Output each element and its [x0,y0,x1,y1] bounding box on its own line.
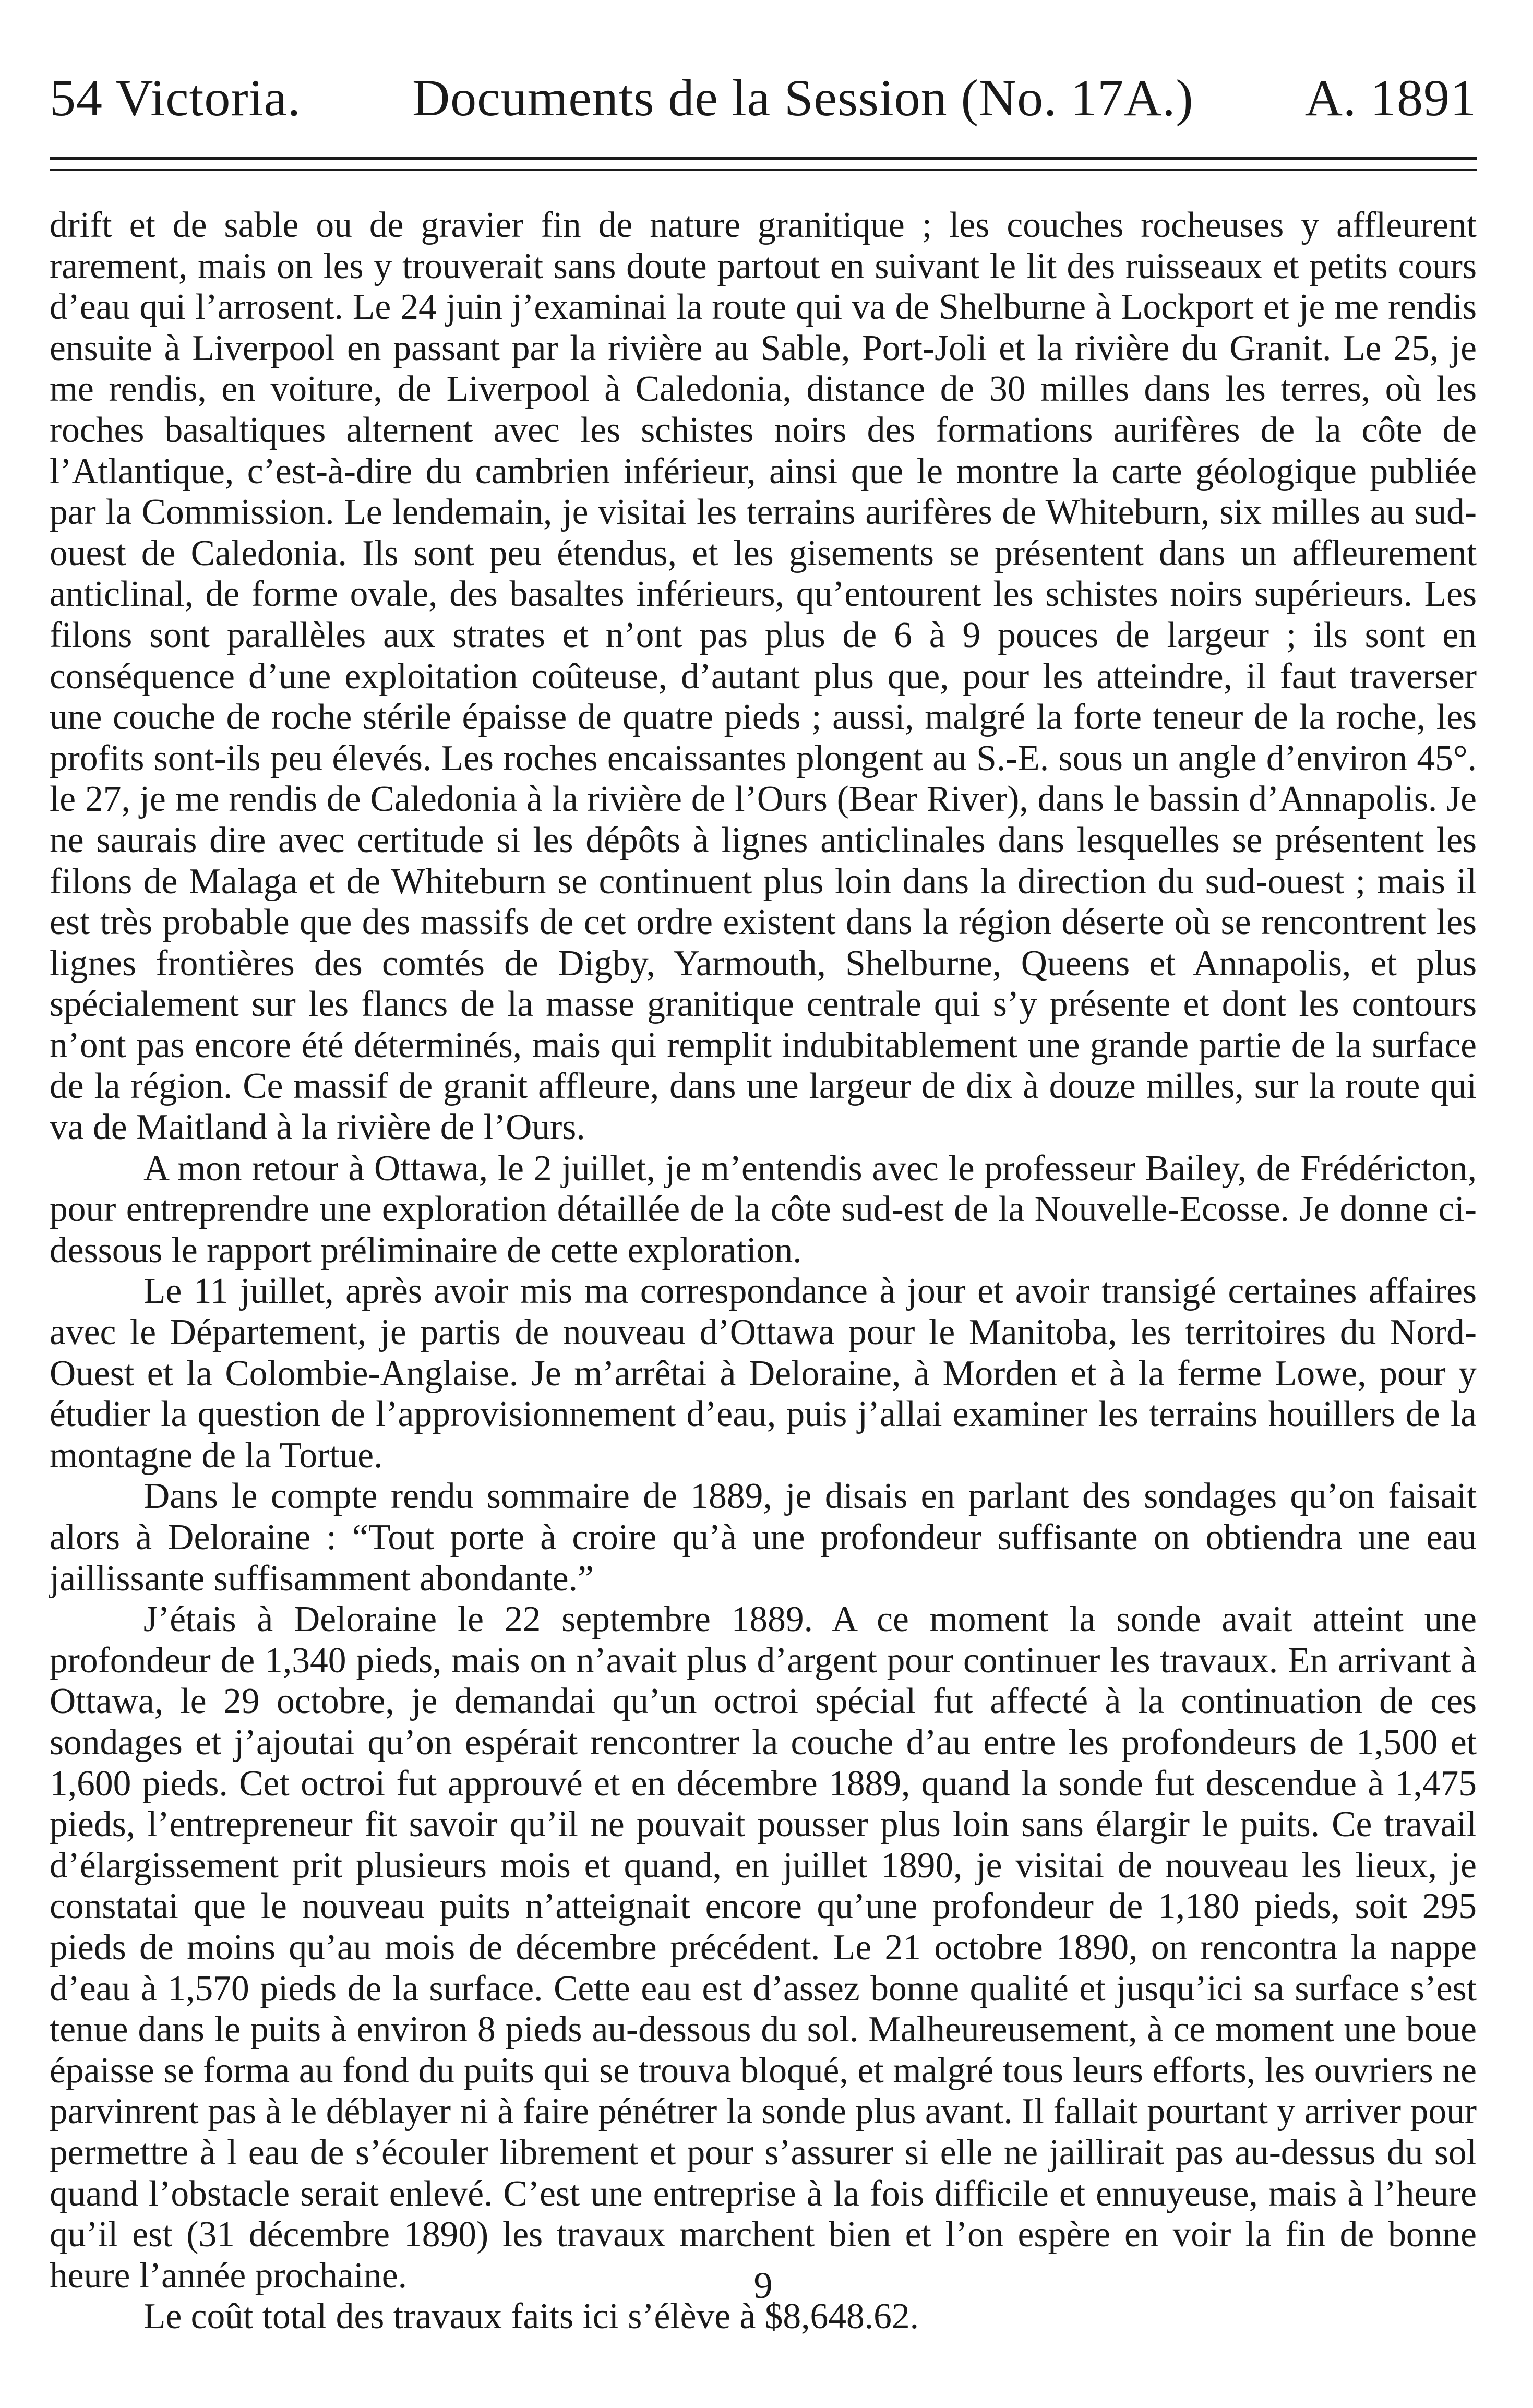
document-page [50,0,1477,2408]
paragraph: Dans le compte rendu sommaire de 1889, je disais en parlant des sondages qu’on faisait alors à Deloraine : “Tout porte à croire qu’à une profondeur suffisante on obtiendra une eau jaillissante suffisamment abondante.” [50,1476,1477,1599]
page-number: 9 [753,2265,773,2306]
paragraph: A mon retour à Ottawa, le 2 juillet, je m’entendis avec le professeur Bailey, de Frédéricton, pour entreprendre une exploration détaillée de la côte sud-est de la Nouvelle-Ecosse. Je donne ci-dessous le rapport préliminaire de cette exploration. [50,1148,1477,1271]
header-title: Documents de la Session (No. 17A.) [412,69,1194,127]
paragraph: J’étais à Deloraine le 22 septembre 1889. A ce moment la sonde avait atteint une profondeur de 1,340 pieds, mais on n’avait plus d’argent pour continuer les travaux. En arrivant à Ottawa, le 29 octobre, je demandai qu’un octroi spécial fut affecté à la continuation de ces sondages et j’ajoutai qu’on espérait rencontrer la couche d’au entre les profondeurs de 1,500 et 1,600 pieds. Cet octroi fut approuvé et en décembre 1889, quand la sonde fut descendue à 1,475 pieds, l’entrepreneur fit savoir qu’il ne pouvait pousser plus loin sans élargir le puits. Ce travail d’élargissement prit plusieurs mois et quand, en juillet 1890, je visitai de nouveau les lieux, je constatai que le nouveau puits n’atteignait encore qu’une profondeur de 1,180 pieds, soit 295 pieds de moins qu’au mois de décembre précédent. Le 21 octobre 1890, on rencontra la nappe d’eau à 1,570 pieds de la surface. Cette eau est d’assez bonne qualité et jusqu’ici sa surface s’est tenue dans le puits à environ 8 pieds au-dessous du sol. Malheureusement, à ce moment une boue épaisse se forma au fond du puits qui se trouva bloqué, et malgré tous leurs efforts, les ouvriers ne parvinrent pas à le déblayer ni à faire pénétrer la sonde plus avant. Il fallait pourtant y arriver pour permettre à l eau de s’écouler librement et pour s’assurer si elle ne jaillirait pas au-dessus du sol quand l’obstacle serait enlevé. C’est une entreprise à la fois difficile et ennuyeuse, mais à l’heure qu’il est (31 décembre 1890) les travaux marchent bien et l’on espère en voir la fin de bonne heure l’année prochaine. [50,1599,1477,2296]
header-rule-top [50,157,1477,160]
header-year: A. 1891 [1304,69,1477,127]
paragraph: drift et de sable ou de gravier fin de nature granitique ; les couches rocheuses y affleurent rarement, mais on les y trouverait sans doute partout en suivant le lit des ruisseaux et petits cours d’eau qui l’arrosent. Le 24 juin j’examinai la route qui va de Shelburne à Lockport et je me rendis ensuite à Liverpool en passant par la rivière au Sable, Port-Joli et la rivière du Granit. Le 25, je me rendis, en voiture, de Liverpool à Caledonia, distance de 30 milles dans les terres, où les roches basaltiques alternent avec les schistes noirs des formations aurifères de la côte de l’Atlantique, c’est-à-dire du cambrien inférieur, ainsi que le montre la carte géologique publiée par la Commission. Le lendemain, je visitai les terrains aurifères de Whiteburn, six milles au sud-ouest de Caledonia. Ils sont peu étendus, et les gisements se présentent dans un affleurement anticlinal, de forme ovale, des basaltes inférieurs, qu’entourent les schistes noirs supérieurs. Les filons sont parallèles aux strates et n’ont pas plus de 6 à 9 pouces de largeur ; ils sont en conséquence d’une exploitation coûteuse, d’autant plus que, pour les atteindre, il faut traverser une couche de roche stérile épaisse de quatre pieds ; aussi, malgré la forte teneur de la roche, les profits sont-ils peu élevés. Les roches encaissantes plongent au S.-E. sous un angle d’environ 45°. le 27, je me rendis de Caledonia à la rivière de l’Ours (Bear River), dans le bassin d’Annapolis. Je ne saurais dire avec certitude si les dépôts à lignes anticlinales dans lesquelles se présentent les filons de Malaga et de Whiteburn se continuent plus loin dans la direction du sud-ouest ; mais il est très probable que des massifs de cet ordre existent dans la région déserte où se rencontrent les lignes frontières des comtés de Digby, Yarmouth, Shelburne, Queens et Annapolis, et plus spécialement sur les flancs de la masse granitique centrale qui s’y présente et dont les contours n’ont pas encore été déterminés, mais qui remplit indubitablement une grande partie de la surface de la région. Ce massif de granit affleure, dans une largeur de dix à douze milles, sur la route qui va de Maitland à la rivière de l’Ours. [50,205,1477,1148]
header-rule-bottom [50,169,1477,171]
header-session: 54 Victoria. [50,69,301,127]
paragraph: Le 11 juillet, après avoir mis ma correspondance à jour et avoir transigé certaines affaires avec le Département, je partis de nouveau d’Ottawa pour le Manitoba, les territoires du Nord-Ouest et la Colombie-Anglaise. Je m’arrêtai à Deloraine, à Morden et à la ferme Lowe, pour y étudier la question de l’approvisionnement d’eau, puis j’allai examiner les terrains houillers de la montagne de la Tortue. [50,1271,1477,1476]
body-text [50,205,1477,2338]
paragraph: Le coût total des travaux faits ici s’élève à $8,648.62. [143,2296,919,2337]
running-header [50,67,1477,129]
